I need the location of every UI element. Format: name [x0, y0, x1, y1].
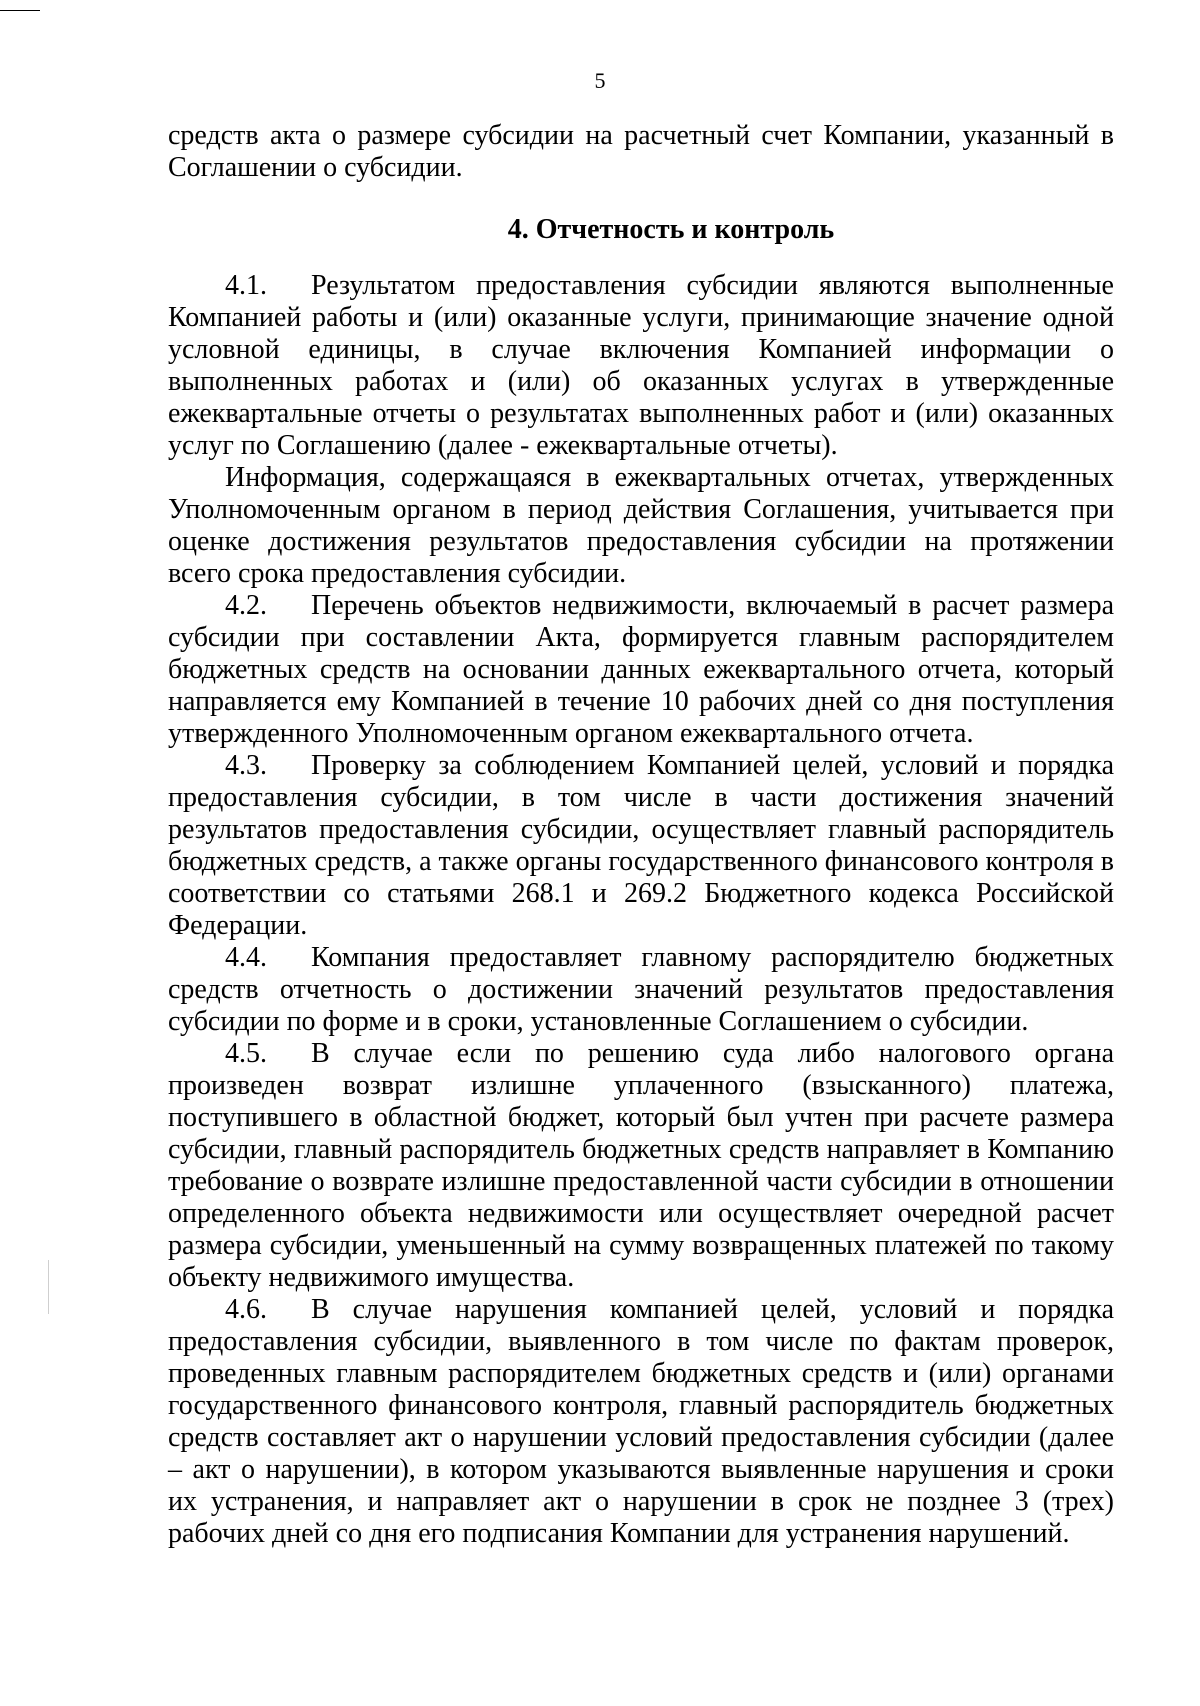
paragraph-text: В случае если по решению суда либо налогового органа произведен возврат излишне уплаченного (взысканного) платежа, поступившего в областной бюджет, который был учтен при расчете размера субсидии, главный распорядитель бюджетных средств направляет в Компанию требование о возврате излишне предоставленной части субсидии в отношении определенного объекта недвижимости или осуществляет очередной расчет размера субсидии, уменьшенный на сумму возвращенных платежей по такому объекту недвижимого имущества. [168, 1038, 1114, 1293]
paragraph-4-4 [168, 942, 1114, 1038]
paragraph-4-1-information [168, 462, 1114, 590]
paragraph-4-5 [168, 1038, 1114, 1294]
intro-paragraph: средств акта о размере субсидии на расчетный счет Компании, указанный в Соглашении о субсидии. [168, 120, 1114, 183]
paragraph-text: Перечень объектов недвижимости, включаемый в расчет размера субсидии при составлении Акта, формируется главным распорядителем бюджетных средств на основании данных ежеквартального отчета, который направляется ему Компанией в течение 10 рабочих дней со дня поступления утвержденного Уполномоченным органом ежеквартального отчета. [168, 590, 1114, 749]
paragraph-4-6 [168, 1294, 1114, 1550]
paragraph-4-1 [168, 270, 1114, 462]
paragraph-text: Проверку за соблюдением Компанией целей, условий и порядка предоставления субсидии, в том числе в части достижения значений результатов предоставления субсидии, осуществляет главный распорядитель бюджетных средств, а также органы государственного финансового контроля в соответствии со статьями 268.1 и 269.2 Бюджетного кодекса Российской Федерации. [168, 750, 1114, 941]
document-body [168, 120, 1114, 1550]
section-heading: 4. Отчетность и контроль [507, 214, 835, 245]
paragraph-number: 4.6. [225, 1294, 267, 1325]
scan-margin-mark [48, 1260, 49, 1314]
page-number: 5 [594, 68, 606, 93]
paragraph-text: В случае нарушения компанией целей, условий и порядка предоставления субсидии, выявленного в том числе по фактам проверок, проведенных главным распорядителем бюджетных средств и (или) органами государственного финансового контроля, главный распорядитель бюджетных средств составляет акт о нарушении условий предоставления субсидии (далее – акт о нарушении), в котором указываются выявленные нарушения и сроки их устранения, и направляет акт о нарушении в срок не позднее 3 (трех) рабочих дней со дня его подписания Компании для устранения нарушений. [168, 1294, 1114, 1549]
paragraph-number: 4.5. [225, 1038, 267, 1069]
paragraph-number: 4.2. [225, 590, 267, 621]
paragraph-number: 4.4. [225, 942, 267, 973]
paragraph-text: Компания предоставляет главному распорядителю бюджетных средств отчетность о достижении значений результатов предоставления субсидии по форме и в сроки, установленные Соглашением о субсидии. [168, 942, 1114, 1037]
paragraph-4-2 [168, 590, 1114, 750]
paragraph-text: Результатом предоставления субсидии являются выполненные Компанией работы и (или) оказанные услуги, принимающие значение одной условной единицы, в случае включения Компанией информации о выполненных работах и (или) об оказанных услугах в утвержденные ежеквартальные отчеты о результатах выполненных работ и (или) оказанных услуг по Соглашению (далее - ежеквартальные отчеты). [168, 270, 1114, 461]
scan-corner-mark [0, 10, 40, 11]
paragraph-4-3 [168, 750, 1114, 942]
paragraph-number: 4.3. [225, 750, 267, 781]
paragraph-number: 4.1. [225, 270, 267, 301]
paragraph-text: Информация, содержащаяся в ежеквартальных отчетах, утвержденных Уполномоченным органом в период действия Соглашения, учитывается при оценке достижения результатов предоставления субсидии на протяжении всего срока предоставления субсидии. [168, 462, 1114, 589]
